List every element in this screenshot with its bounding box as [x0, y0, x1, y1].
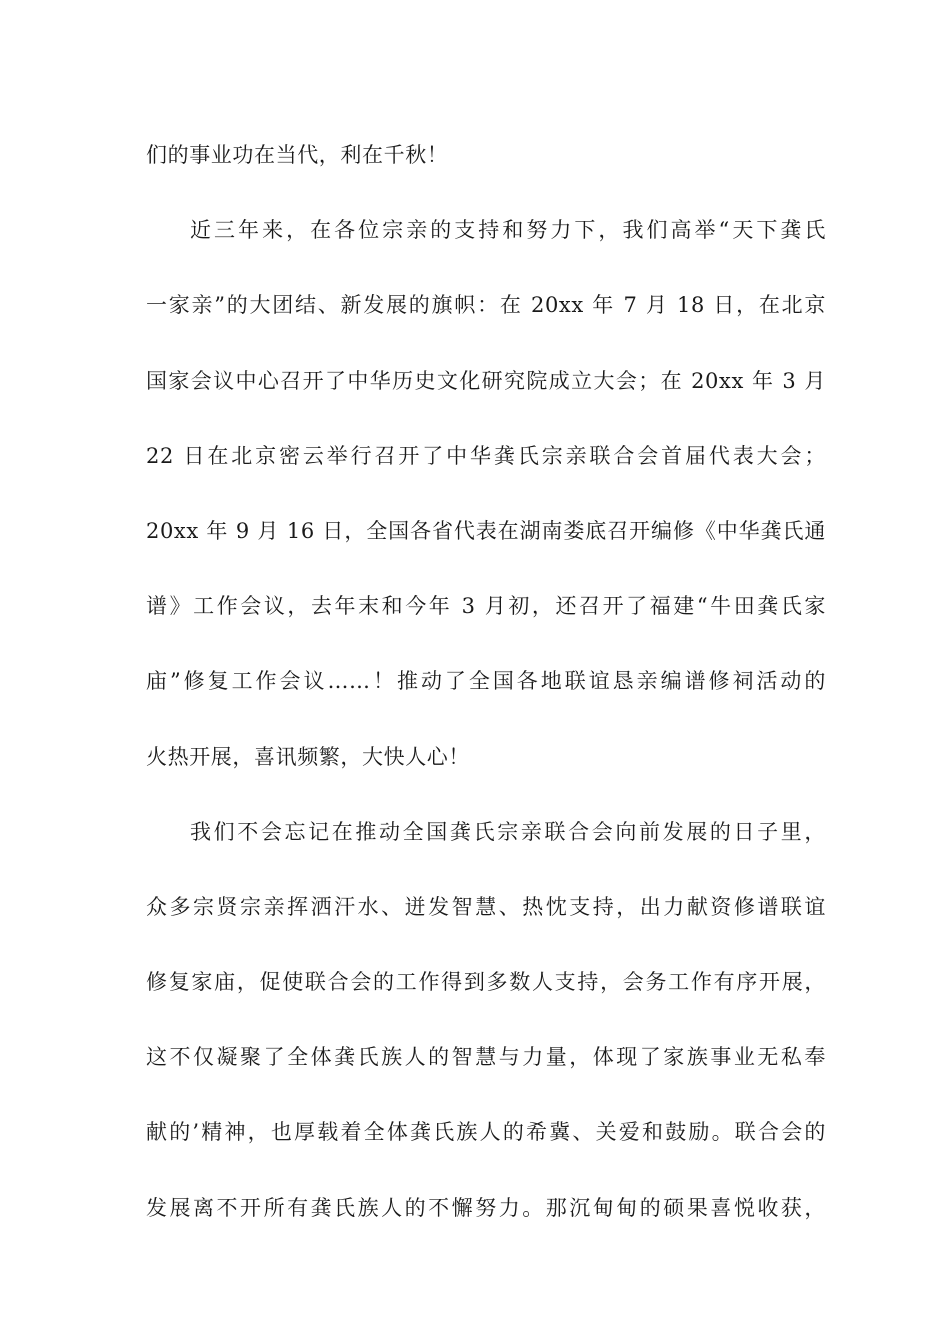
paragraph-gap: [146, 1015, 826, 1034]
text-line-7: 谱》工作会议，去年末和今年 3 月初，还召开了福建“牛田龚氏家: [146, 594, 826, 619]
paragraph-gap: [146, 564, 826, 583]
text-line-13: 这不仅凝聚了全体龚氏族人的智慧与力量，体现了家族事业无私奉: [146, 1045, 826, 1070]
paragraph-gap: [146, 413, 826, 432]
text-line-6: 20xx 年 9 月 16 日，全国各省代表在湖南娄底召开编修《中华龚氏通: [146, 518, 826, 543]
paragraph-gap: [146, 940, 826, 959]
paragraph-gap: [146, 338, 826, 357]
text-line-3: 一家亲”的大团结、新发展的旗帜：在 20xx 年 7 月 18 日，在北京: [146, 293, 826, 318]
paragraph-gap: [146, 714, 826, 733]
paragraph-gap: [146, 789, 826, 808]
text-line-12: 修复家庙，促使联合会的工作得到多数人支持，会务工作有序开展，: [146, 970, 826, 995]
paragraph-gap: [146, 1090, 826, 1109]
text-line-14: 献的’精神，也厚载着全体龚氏族人的希冀、关爱和鼓励。联合会的: [146, 1120, 826, 1145]
paragraph-gap: [146, 188, 826, 207]
text-line-10: 我们不会忘记在推动全国龚氏宗亲联合会向前发展的日子里，: [190, 819, 826, 844]
paragraph-gap: [146, 639, 826, 658]
text-line-15: 发展离不开所有龚氏族人的不懈努力。那沉甸甸的硕果喜悦收获，: [146, 1195, 826, 1220]
text-line-8: 庙”修复工作会议……！推动了全国各地联谊恳亲编谱修祠活动的: [146, 669, 826, 694]
paragraph-gap: [146, 1165, 826, 1184]
text-line-9: 火热开展，喜讯频繁，大快人心！: [146, 744, 470, 769]
document-body: [146, 132, 826, 1240]
paragraph-gap: [146, 489, 826, 508]
paragraph-gap: [146, 864, 826, 883]
text-line-4: 国家会议中心召开了中华历史文化研究院成立大会；在 20xx 年 3 月: [146, 368, 826, 393]
text-line-2: 近三年来，在各位宗亲的支持和努力下，我们高举“天下龚氏: [190, 218, 826, 243]
paragraph-gap: [146, 263, 826, 282]
text-line-11: 众多宗贤宗亲挥洒汗水、迸发智慧、热忱支持，出力献资修谱联谊: [146, 894, 826, 919]
text-line-5: 22 日在北京密云举行召开了中华龚氏宗亲联合会首届代表大会；: [146, 443, 826, 468]
text-line-1: 们的事业功在当代，利在千秋！: [146, 143, 449, 167]
